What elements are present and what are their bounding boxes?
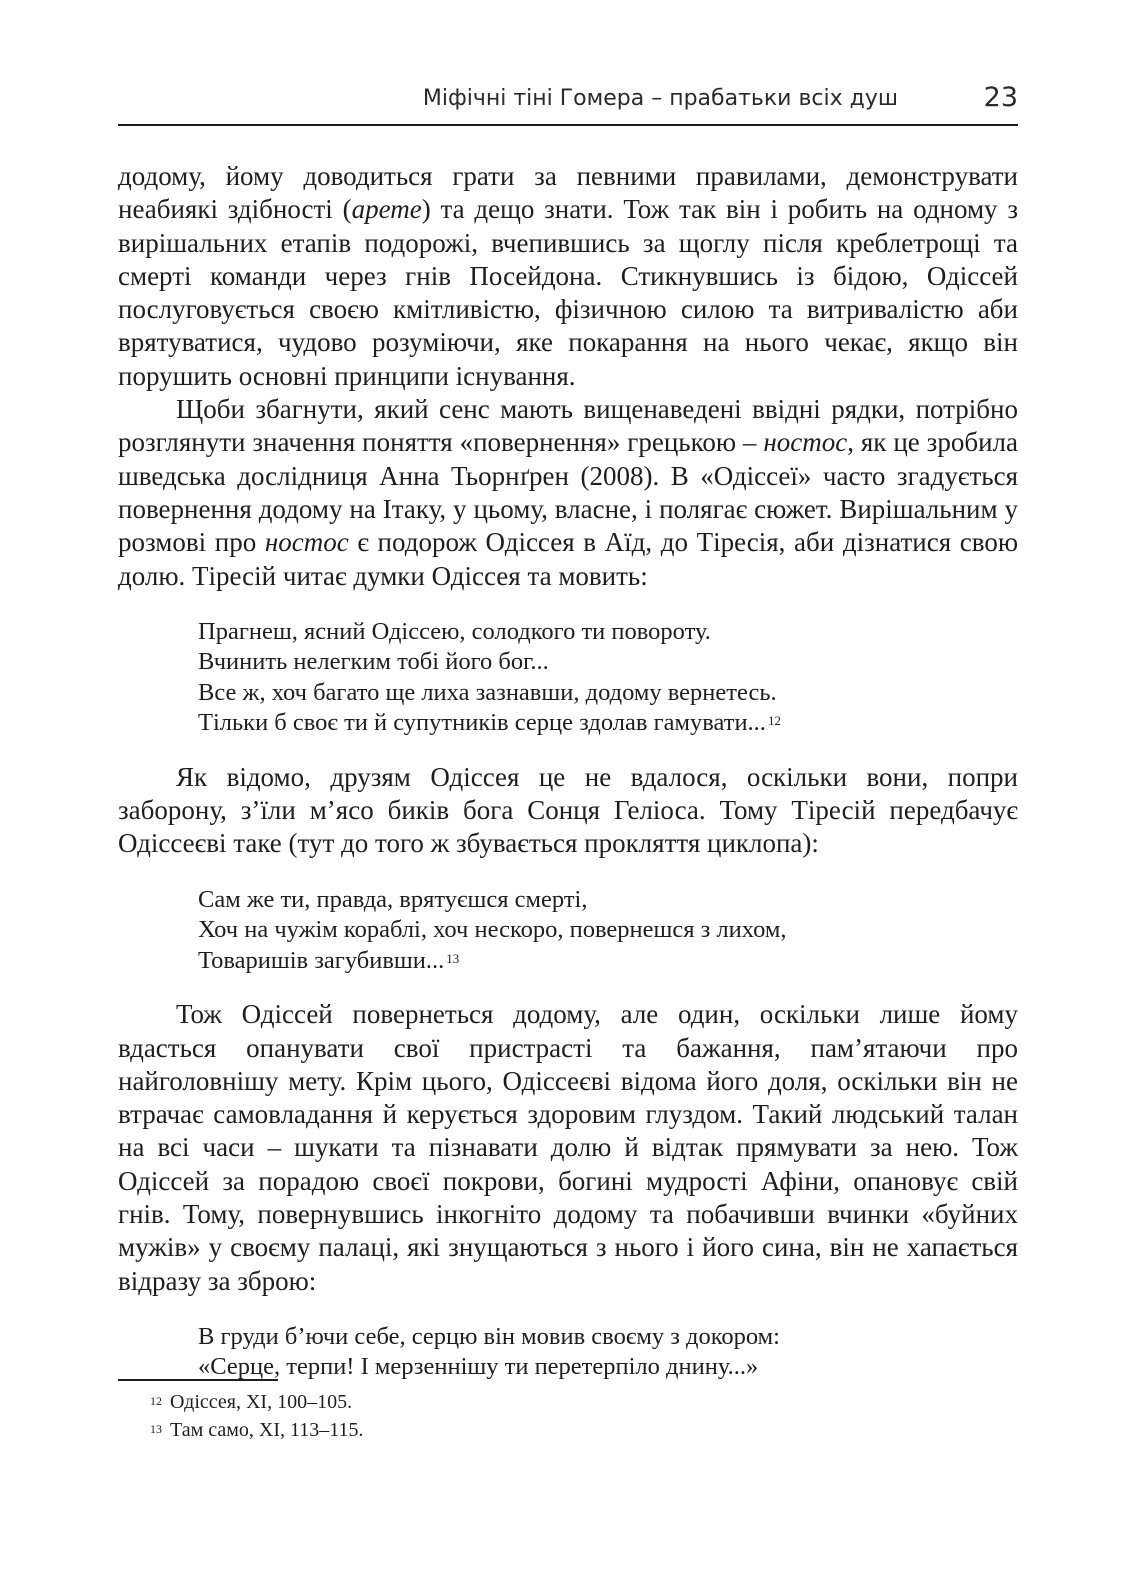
verse-line: Вчинить нелегким тобі його бог... (198, 648, 549, 676)
verse-line: «Серце, терпи! І мерзеннішу ти перетерпіло днину...» (198, 1353, 759, 1381)
page-body (118, 160, 1018, 1405)
verse-line: Все ж, хоч багато ще лиха зазнавши, додому вернетесь. (198, 678, 777, 706)
footnote-number: 12 (150, 1394, 162, 1408)
paragraph-1 (118, 160, 1018, 393)
paragraph-2-text-a: Щоби збагнути, який сенс мають вищенаведені ввідні рядки, потрібно розглянути значення поняття «повернення» грецькою – (118, 394, 1018, 458)
footnote-ref-12[interactable]: 12 (767, 713, 781, 729)
verse-line-with-note (198, 946, 1018, 977)
term-nostos-2: ностос (264, 527, 349, 558)
paragraph-2-text-c: є подорож Одіссея в Аїд, до Тіресія, аби дізнатися свою долю. Тіресій читає думки Одіссея та мовить: (118, 527, 1018, 591)
verse-line: В груди б’ючи себе, серцю він мовив своєму з докором: (198, 1322, 780, 1350)
term-nostos: ностос (763, 427, 848, 458)
paragraph-2-text-b: , як це зробила шведська дослідниця Анна Тьорнґрен (2008). В «Одіссеї» часто згадується повернення додому на Ітаку, у цьому, власне, і полягає сюжет. Вирішальним у розмові про (118, 427, 1018, 558)
footnote-separator (118, 1379, 278, 1381)
verse-line: Хоч на чужім кораблі, хоч нескоро, повернешся з лихом, (198, 916, 787, 944)
paragraph-2 (118, 393, 1018, 593)
paragraph-1-text-a: додому, йому доводиться грати за певними правилами, демонструвати неабиякі здібності ( (118, 161, 1018, 225)
footnote-number: 13 (150, 1422, 162, 1436)
running-head: Міфічні тіні Гомера – прабатьки всіх душ (422, 86, 898, 111)
footnote-ref-13[interactable]: 13 (446, 950, 460, 966)
verse-line-with-note (198, 708, 1018, 739)
verse-quote-3 (118, 1322, 1018, 1383)
paragraph-4: Тож Одіссей повернеться додому, але один, оскільки лише йому вдасться опанувати свої пристрасті та бажання, пам’ятаючи про найголовнішу мету. Крім цього, Одіссеєві відома його доля, оскільки він не втрачає самовладання й керується здоровим глуздом. Такий людський талан на всі часи – шукати та пізнавати долю й відтак прямувати за нею. Тож Одіссей за порадою своєї покрови, богині мудрості Афіни, опановує свій гнів. Тому, повернувшись інкогніто додому та побачивши вчинки «буйних мужів» у своєму палаці, які знущаються з нього і його сина, він не хапається відразу за зброю: (118, 999, 1018, 1296)
footnote-13 (150, 1416, 1010, 1444)
footnotes (150, 1388, 1010, 1444)
footnote-text: Одіссея, XI, 100–105. (170, 1391, 353, 1413)
page-number: 23 (983, 82, 1018, 113)
verse-line: Сам же ти, правда, врятуєшся смерті, (198, 885, 588, 913)
paragraph-3: Як відомо, друзям Одіссея це не вдалося, оскільки вони, попри заборону, з’їли м’ясо биків бога Сонця Геліоса. Тому Тіресій передбачує Одіссеєві таке (тут до того ж збувається прокляття циклопа): (118, 761, 1018, 859)
verse-line-text: Товаришів загубивши... (198, 946, 445, 974)
verse-line-text: Тільки б своє ти й супутників серце здолав гамувати... (198, 709, 766, 737)
footnote-12 (150, 1388, 1010, 1416)
book-page (118, 0, 1018, 1575)
page-header (118, 80, 1018, 126)
term-arete: арете (351, 194, 422, 225)
paragraph-1-text-b: ) та дещо знати. Тож так він і робить на одному з вирішальних етапів подорожі, вчепившись за щоглу після креблетрощі та смерті команди через гнів Посейдона. Стикнувшись із бідою, Одіссей послуговується своєю кмітливістю, фізичною силою та витривалістю аби врятуватися, чудово розуміючи, яке покарання на нього чекає, якщо він порушить основні принципи існування. (118, 194, 1018, 391)
verse-line: Прагнеш, ясний Одіссею, солодкого ти повороту. (198, 617, 711, 645)
verse-quote-2 (118, 885, 1018, 977)
verse-quote-1 (118, 617, 1018, 739)
footnote-text: Там само, XI, 113–115. (170, 1419, 364, 1441)
